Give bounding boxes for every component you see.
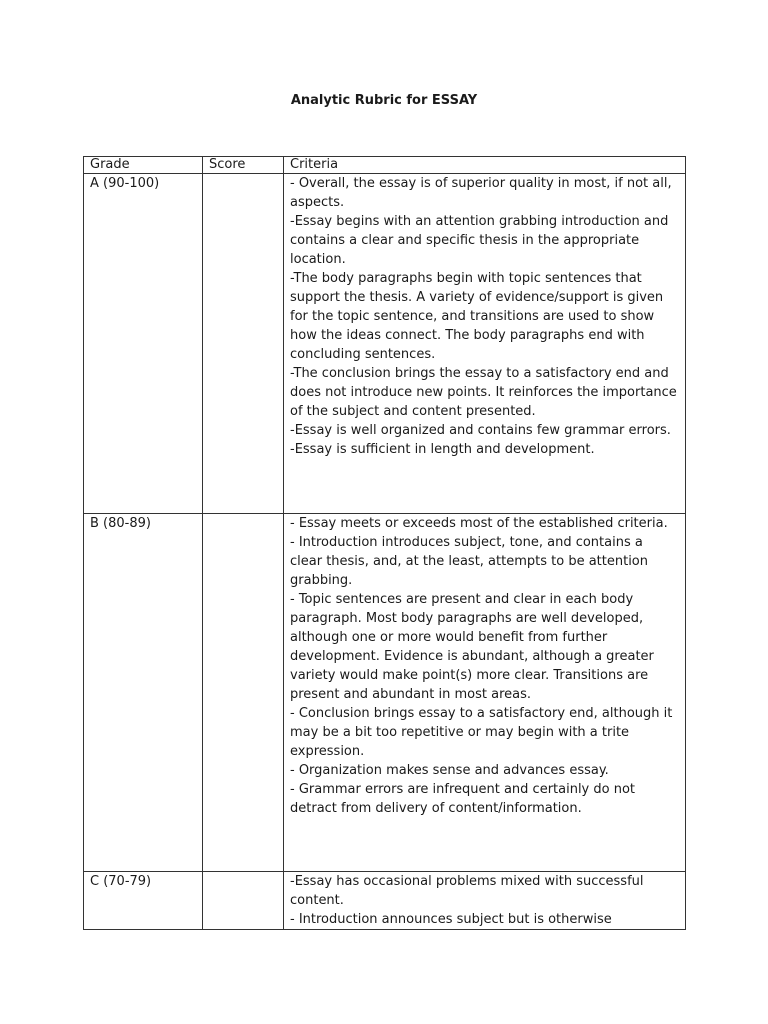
criteria-item: -The conclusion brings the essay to a satisfactory end and does not introduce new points. It reinforces the importance of the subject and content presented. <box>290 366 677 419</box>
header-score: Score <box>203 157 284 174</box>
document-title: Analytic Rubric for ESSAY <box>290 93 478 108</box>
criteria-item: -Essay has occasional problems mixed with successful content. <box>290 874 644 908</box>
grade-cell: C (70-79) <box>84 872 203 930</box>
criteria-cell <box>284 174 686 514</box>
criteria-item: - Conclusion brings essay to a satisfactory end, although it may be a bit too repetitive or may begin with a trite expression. <box>290 706 673 759</box>
criteria-item: -The body paragraphs begin with topic sentences that support the thesis. A variety of evidence/support is given for the topic sentence, and transitions are used to show how the ideas connect. The body paragraphs end with concluding sentences. <box>290 271 664 362</box>
criteria-cell <box>284 872 686 930</box>
criteria-item: - Topic sentences are present and clear in each body paragraph. Most body paragraphs are well developed, although one or more would benefit from further development. Evidence is abundant, although a greater variety would make point(s) more clear. Transitions are present and abundant in most areas. <box>290 592 654 702</box>
score-cell <box>203 872 284 930</box>
score-cell <box>203 174 284 514</box>
criteria-item: -Essay is well organized and contains few grammar errors. <box>290 423 671 438</box>
grade-cell: A (90-100) <box>84 174 203 514</box>
criteria-item: - Organization makes sense and advances essay. <box>290 763 609 778</box>
criteria-cell <box>284 514 686 872</box>
table-header-row <box>84 157 686 174</box>
criteria-item: - Overall, the essay is of superior quality in most, if not all, aspects. <box>290 176 672 210</box>
criteria-item: - Introduction announces subject but is otherwise <box>290 912 612 927</box>
grade-cell: B (80-89) <box>84 514 203 872</box>
rubric-table <box>83 156 686 930</box>
criteria-item: -Essay begins with an attention grabbing introduction and contains a clear and specific thesis in the appropriate location. <box>290 214 669 267</box>
table-row-grade-c <box>84 872 686 930</box>
criteria-item: - Essay meets or exceeds most of the established criteria. <box>290 516 668 531</box>
criteria-item: -Essay is sufficient in length and development. <box>290 442 595 457</box>
criteria-item: - Grammar errors are infrequent and certainly do not detract from delivery of content/information. <box>290 782 636 816</box>
header-criteria: Criteria <box>284 157 686 174</box>
criteria-item: - Introduction introduces subject, tone, and contains a clear thesis, and, at the least, attempts to be attention grabbing. <box>290 535 648 588</box>
score-cell <box>203 514 284 872</box>
header-grade: Grade <box>84 157 203 174</box>
table-row-grade-a <box>84 174 686 514</box>
table-row-grade-b <box>84 514 686 872</box>
